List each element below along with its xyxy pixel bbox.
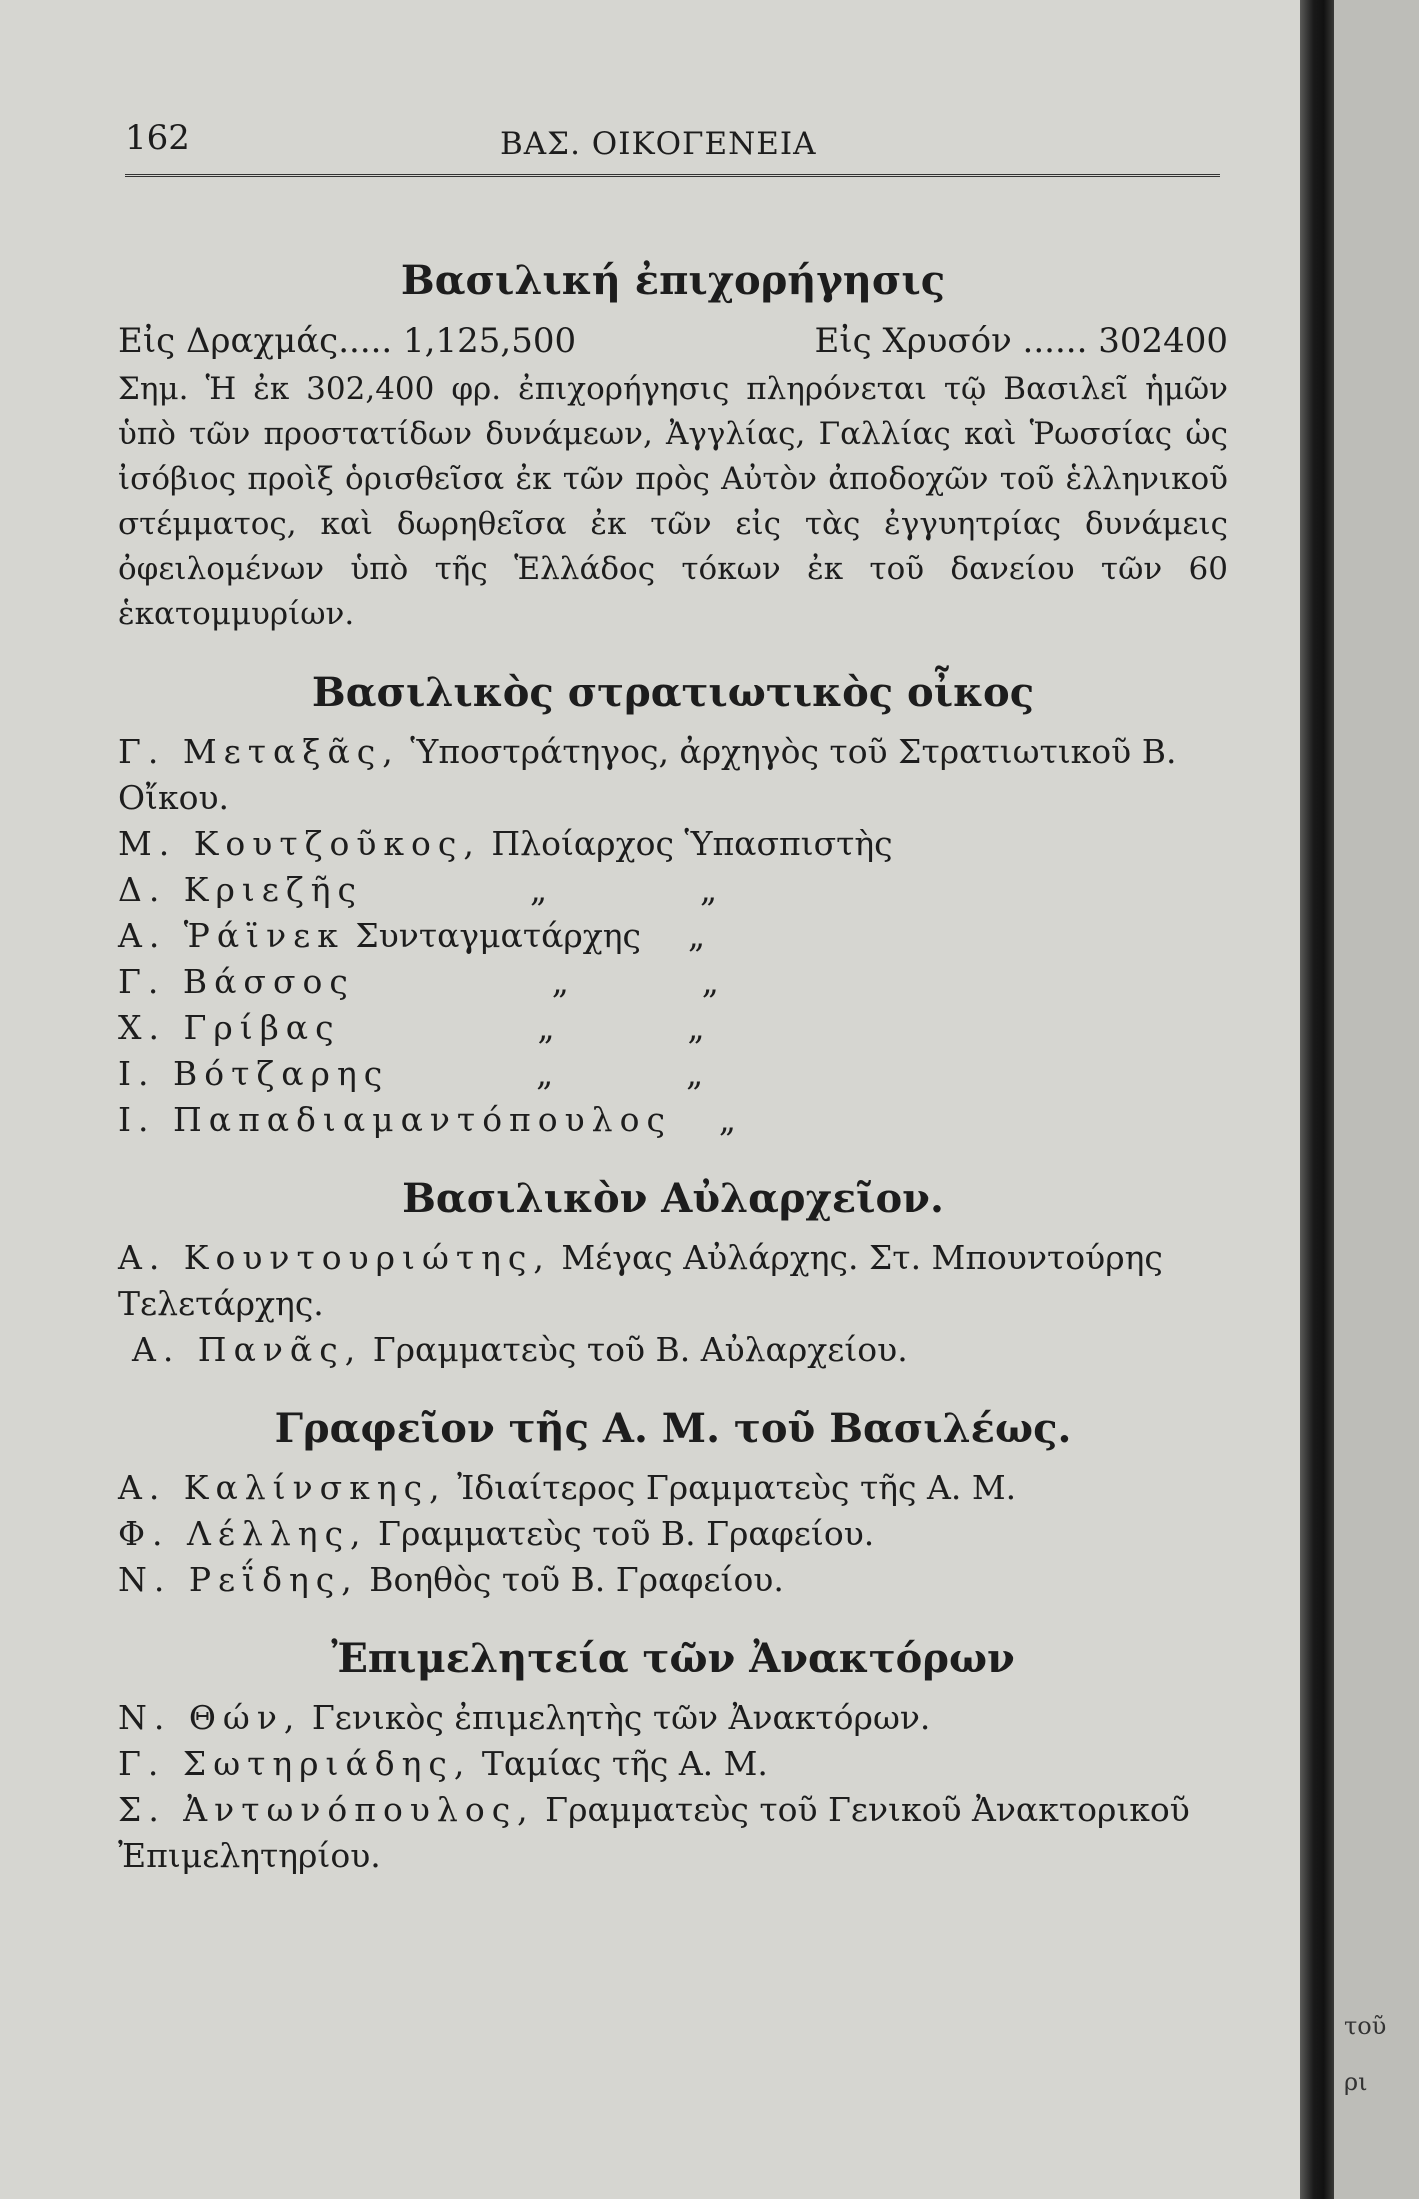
section-court-office <box>118 1173 1228 1373</box>
section-title: Βασιλική ἐπιχορήγησις <box>400 257 946 304</box>
list-item: Α. Πανᾶς, Γραμματεὺς τοῦ Β. Αὐλαρχείου. <box>132 1330 908 1369</box>
list-item: Φ. Λέλλης, Γραμματεὺς τοῦ Β. Γραφείου. <box>118 1514 875 1553</box>
page-body <box>118 255 1228 1879</box>
list-item: Δ. Κριεζῆς „ „ <box>118 870 718 909</box>
list-item: Α. Καλίνσκης, Ἰδιαίτερος Γραμματεὺς τῆς Α. Μ. <box>118 1468 1017 1507</box>
section-title: Ἐπιμελητεία τῶν Ἀνακτόρων <box>331 1635 1015 1682</box>
section-palace-stewardship <box>118 1633 1228 1879</box>
edge-fragment: τοῦ <box>1344 2012 1387 2040</box>
list-item: Σ. Ἀντωνόπουλος, Γραμματεὺς τοῦ Γενικοῦ Ἀνακτορικοῦ Ἐπιμελητηρίου. <box>118 1790 1190 1875</box>
list-item: Ν. Θών, Γενικὸς ἐπιμελητὴς τῶν Ἀνακτόρων. <box>118 1698 931 1737</box>
list-item: Α. Ῥάϊνεκ Συνταγματάρχης „ <box>118 916 706 955</box>
section-royal-grant <box>118 255 1228 637</box>
grant-note: Σημ. Ἡ ἐκ 302,400 φρ. ἐπιχορήγησις πληρόνεται τῷ Βασιλεῖ ἡμῶν ὑπὸ τῶν προστατίδων δυνάμεων, Ἀγγλίας, Γαλλίας καὶ Ῥωσσίας ὡς ἰσόβιος προὶξ ὁρισθεῖσα ἐκ τῶν πρὸς Αὐτὸν ἀποδοχῶν τοῦ ἑλληνικοῦ στέμματος, καὶ δωρηθεῖσα ἐκ τῶν εἰς τὰς ἐγγυητρίας δυνάμεις ὀφειλομένων ὑπὸ τῆς Ἑλλάδος τόκων ἐκ τοῦ δανείου τῶν 60 ἑκατομμυρίων. <box>118 371 1228 632</box>
grant-amounts <box>118 321 1228 361</box>
list-item: Α. Κουντουριώτης, Μέγας Αὐλάρχης. Στ. Μπουντούρης Τελετάρχης. <box>118 1238 1163 1323</box>
list-item: Γ. Μεταξᾶς, Ὑποστράτηγος, ἀρχηγὸς τοῦ Στρατιωτικοῦ Β. Οἴκου. <box>118 732 1177 817</box>
amount-gold: Εἰς Χρυσόν ...... 302400 <box>814 321 1228 361</box>
section-title: Βασιλικὸς στρατιωτικὸς οἶκος <box>311 669 1035 716</box>
header-rule <box>125 174 1220 177</box>
list-item: Ι. Παπαδιαμαντόπουλος „ <box>118 1100 736 1139</box>
facing-page-edge <box>1334 0 1419 2199</box>
running-title: ΒΑΣ. ΟΙΚΟΓΕΝΕΙΑ <box>500 126 817 162</box>
list-item: Ι. Βότζαρης „ „ <box>118 1054 704 1093</box>
running-head <box>125 118 1225 178</box>
list-item: Χ. Γρίβας „ „ <box>118 1008 705 1047</box>
edge-fragment: ρι <box>1344 2068 1368 2096</box>
amount-drachmas: Εἰς Δραχμάς..... 1,125,500 <box>118 321 577 361</box>
list-item: Γ. Βάσσος „ „ <box>118 962 719 1001</box>
list-item: Μ. Κουτζοῦκος, Πλοίαρχος Ὑπασπιστὴς <box>118 824 893 863</box>
list-item: Ν. Ρεΐδης, Βοηθὸς τοῦ Β. Γραφείου. <box>118 1560 784 1599</box>
section-title: Γραφεῖον τῆς Α. Μ. τοῦ Βασιλέως. <box>274 1405 1072 1452</box>
section-king-office <box>118 1403 1228 1603</box>
book-spine <box>1300 0 1334 2199</box>
page-number: 162 <box>125 118 190 158</box>
section-title: Βασιλικὸν Αὐλαρχεῖον. <box>402 1175 944 1222</box>
section-military-household <box>118 667 1228 1143</box>
list-item: Γ. Σωτηριάδης, Ταμίας τῆς Α. Μ. <box>118 1744 768 1783</box>
